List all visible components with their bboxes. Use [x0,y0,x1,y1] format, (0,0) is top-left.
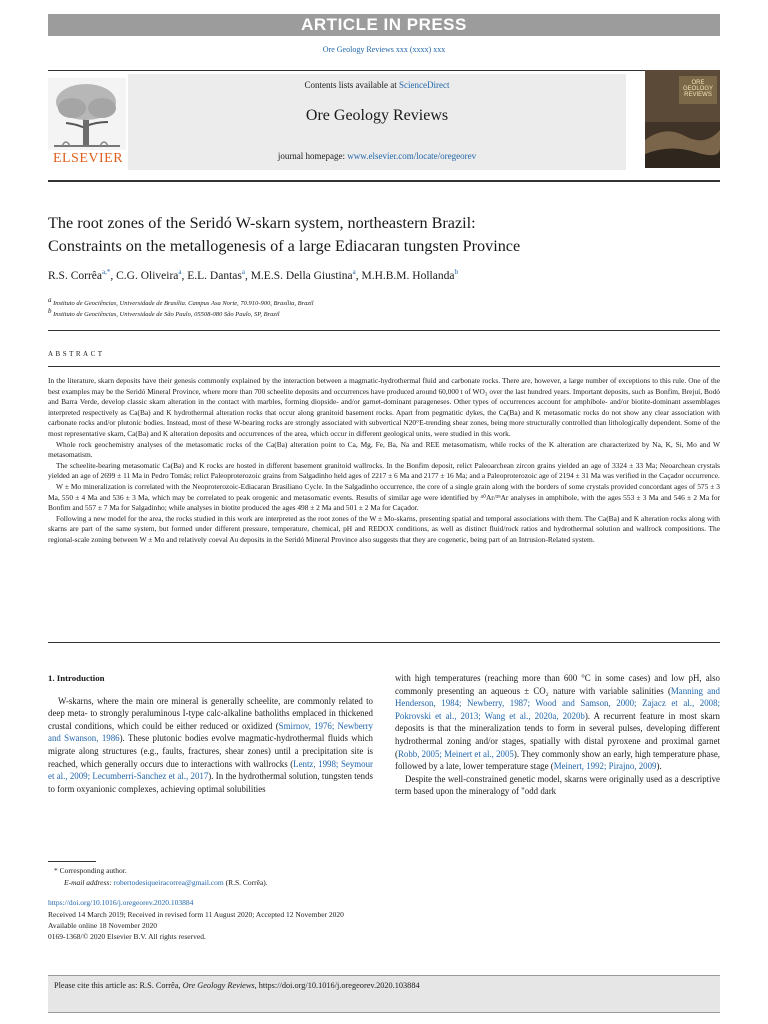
article-title-line-2: Constraints on the metallogenesis of a large Ediacaran tungsten Province [48,237,521,255]
body-column-right [395,672,720,798]
homepage-prefix: journal homepage: [277,151,348,161]
doi-link[interactable] [48,898,193,908]
author-affiliation-mark[interactable]: a,* [101,268,111,276]
citation-link[interactable]: Manning and Henderson, 1984; Newberry, 1987; Wood and Samson, 2000; Zajacz et al., 2008; Pokrovski et al., 2013; Wang et al., 2020a, 2020b [395,685,720,721]
journal-title: Ore Geology Reviews [305,107,449,124]
author-affiliation-mark[interactable]: a [178,268,182,276]
elsevier-wordmark[interactable]: ELSEVIER [52,151,124,166]
author-affiliation-mark[interactable]: b [454,268,458,276]
author-name[interactable]: C.G. Oliveira [116,269,179,282]
available-online: Available online 18 November 2020 [48,921,157,930]
citation-suffix[interactable]: , https://doi.org/10.1016/j.oregeorev.2020.103884 [254,981,420,990]
journal-homepage-line [128,151,626,161]
section-heading-introduction: 1. Introduction [48,673,105,683]
email-line [64,878,268,888]
copyright-line: 0169-1368/© 2020 Elsevier B.V. All rights reserved. [48,932,206,941]
article-title [48,212,720,258]
author-separator: , [355,269,362,282]
author-affiliation-mark[interactable]: a [352,268,356,276]
abstract-top-rule [48,366,720,367]
abstract-body [48,376,720,546]
body-text: ). These plutonic bodies evolve magmatic-hydrothermal fluids which migrate along structures (e.g., faults, fractures, shear zones) until a precipitation site is reached, which generally occurs due to interactions with wallrocks ( [48,733,373,769]
affiliation-rule [48,330,720,331]
body-column-left [48,672,373,795]
citation-link[interactable]: Lentz, 1998; Seymour et al., 2009; Lecumberri-Sanchez et al., 2017 [48,758,373,782]
body-text: ). [656,761,662,772]
affiliation-b [48,307,720,318]
author-name[interactable]: M.E.S. Della Giustina [250,269,353,282]
header-bottom-rule [48,180,720,182]
email-suffix: (R.S. Corrêa). [223,878,268,887]
affiliation-a [48,296,720,307]
received-dates: Received 14 March 2019; Received in revised form 11 August 2020; Accepted 12 November 2020 [48,910,344,919]
abstract-paragraph: The scheelite-bearing metasomatic Ca(Ba) and K rocks are hosted in different basement granitoid wallrocks. In the Bonfim deposit, relict Paleoarchean zircon grains yielded an age of 3324 ± 33 Ma; Neoarchean crystals yielded an age of 2699 ± 11 Ma in Pedro Tomás; relict Paleoproterozoic grains from Salgadinho held ages of 2217 ± 6 Ma and 2177 ± 16 Ma; and a Paleoproterozoic age of 2194 ± 31 Ma was verified in the Caçador occurrence. [48,460,720,481]
author-separator: , [110,269,117,282]
journal-homepage-link[interactable]: www.elsevier.com/locate/oregeorev [347,151,477,161]
body-text: ). In the hydrothermal solution, tungsten tends to form oxyanionic complexes, achieving optimal solubilities [48,771,373,794]
article-title-line-1: The root zones of the Seridó W-skarn system, northeastern Brazil: [48,214,476,232]
abstract-paragraph: Following a new model for the area, the rocks studied in this work are interpreted as the root zones of the W ± Mo-skarns, presenting spatial and temporal associations with them. The Ca(Ba) and K alteration rocks along with skarns are part of the same system, but formed under different pressure, temperature, chemical, pH and REDOX conditions, as well as distinct fluid/rock ratios and hydrothermal solution and wallrock compositions. The regional-scale zoning between W ± Mo and relatively coeval Au deposits in the Seridó Mineral Province also suggests that they are cogenetic, being part of an Intrusion-Related system. [48,513,720,544]
author-name[interactable]: E.L. Dantas [187,269,242,282]
citation-box [48,975,720,1013]
abstract-heading: ABSTRACT [48,350,105,358]
email-label: E-mail address: [64,878,114,887]
body-text: with high temperatures (reaching more than 600 °C in some cases) and low pH, also commonly presenting an aqueous ± CO₂ nature with variable salinities ( [395,673,720,696]
author-separator: , [244,269,251,282]
affiliation-text-b: Instituto de Geociências, Universidade de São Paulo, 05508-080 São Paulo, SP, Brazil [53,311,280,319]
contents-line [128,80,626,90]
citation-prefix: Please cite this article as: R.S. Corrêa, [54,981,183,990]
header-top-rule [48,70,720,71]
abstract-paragraph: In the literature, skarn deposits have their genesis commonly explained by the interaction between a magmatic-hydrothermal fluid and carbonate rocks. There are, however, a large number of exceptions to this rule. One of the best examples may be the Seridó Mineral Province, where more than 700 scheelite deposits and occurrences have produced around 60,000 t of WO₃ over the last hundred years. Important deposits, such as Bonfim, Brejuí, Bodó and Barra Verde, develop classic skarn alteration in the contact with marbles, forming diopside- and/or garnet-dominant parageneses. Other types of occurrences account for amphibole- and/or biotite-dominant assemblages interpreted respectively as Ca(Ba) and K hydrothermal alteration rocks that occur along granitoid basement rocks. Apart from pegmatitic dykes, the Ca(Ba) and K metasomatic rocks do not show any clear association with carbonate rocks and/or plutonic bodies. Instead, most of these W-bearing rocks are strongly associated with subvertical N20°E-trending shear zones, being more structurally controlled than lithologically dependent. Some of the most representative skarn, Ca(Ba) and K alteration deposits and occurrences of the area, which occur in different geological units, were studied in this work. [48,376,720,438]
sciencedirect-link[interactable]: ScienceDirect [399,80,450,90]
intro-paragraph-1 [48,695,373,796]
abstract-paragraph: W ± Mo mineralization is correlated with the Neoproterozoic-Ediacaran Brasiliano Cycle. In the Salgadinho occurrence, the core of a single grain along with the borders of some crystals provided concordant ages of 575 ± 3 Ma, 550 ± 4 Ma and 536 ± 3 Ma, which may be correlated to peak orogenic and metasomatic events. Results of similar age were identified by ⁴⁰Ar/³⁹Ar analyses in amphibole, with the ages 553 ± 3 Ma and 546 ± 2 Ma for Bonfim and 557 ± 7 Ma for Salgadinho; while analyses in biotite produced the ages 498 ± 2 Ma and 501 ± 2 Ma for Caçador. [48,481,720,513]
body-text: ). A recurrent feature in most skarn deposits is that the mineralization tends to form in several pulses, developing different hydrothermal zoning and/or stages, spatially with distal pyroxene and proximal garnet ( [395,710,720,759]
abstract-bottom-rule [48,642,720,643]
affiliation-mark-b: b [48,307,52,315]
author-name[interactable]: M.H.B.M. Hollanda [361,269,455,282]
email-link[interactable]: robertodesiqueiracorrea@gmail.com [113,878,224,887]
body-text: ). They commonly show an early, high temperature phase, followed by a late, lower temperature stage ( [395,748,720,772]
author-affiliation-mark[interactable]: a [241,268,245,276]
author-name[interactable]: R.S. Corrêa [48,269,102,282]
corresponding-author-note: * Corresponding author. [54,866,127,875]
contents-prefix: Contents lists available at [304,80,399,90]
author-list [48,268,720,282]
footnote-rule [48,861,96,862]
citation-journal: Ore Geology Reviews [182,981,255,990]
body-text: W-skarns, where the main ore mineral is generally scheelite, are commonly related to deep meta- to strongly peraluminous I-type calc-alkaline batholiths emplaced in thickened crustal conditions, which could be either reduced or oxidized ( [48,695,373,731]
citation-link[interactable]: Robb, 2005; Meinert et al., 2005 [397,748,514,759]
affiliation-mark-a: a [48,296,52,304]
citation-link[interactable]: Meinert, 1992; Pirajno, 2009 [553,761,657,772]
intro-paragraph-1-continued [395,672,720,773]
journal-reference[interactable]: Ore Geology Reviews xxx (xxxx) xxx [322,45,446,54]
citation-link[interactable]: Smirnov, 1976; Newberry and Swanson, 1986 [48,720,373,744]
cover-title-text: ORE GEOLOGY REVIEWS [682,80,714,98]
intro-paragraph-2: Despite the well-constrained genetic model, skarns were originally used as a descriptive term based upon the mineralogy of "odd dark [395,773,720,797]
affiliation-text-a: Instituto de Geociências, Universidade de Brasília. Campus Asa Norte, 70.910-900, Brasília, Brazil [53,300,314,308]
article-in-press-banner: ARTICLE IN PRESS [48,14,720,36]
journal-cover-thumbnail[interactable] [645,70,720,168]
doi-link-text[interactable]: https://doi.org/10.1016/j.oregeorev.2020.103884 [48,898,194,907]
author-separator: , [181,269,188,282]
abstract-paragraph: Whole rock geochemistry analyses of the metasomatic rocks of the Ca(Ba) alteration point to Ca, Mg, Fe, Ba, Na and REE metasomatism, while rocks of the K alteration are characterized by Na, K, Si, Mo and W metasomatism. [48,439,720,460]
